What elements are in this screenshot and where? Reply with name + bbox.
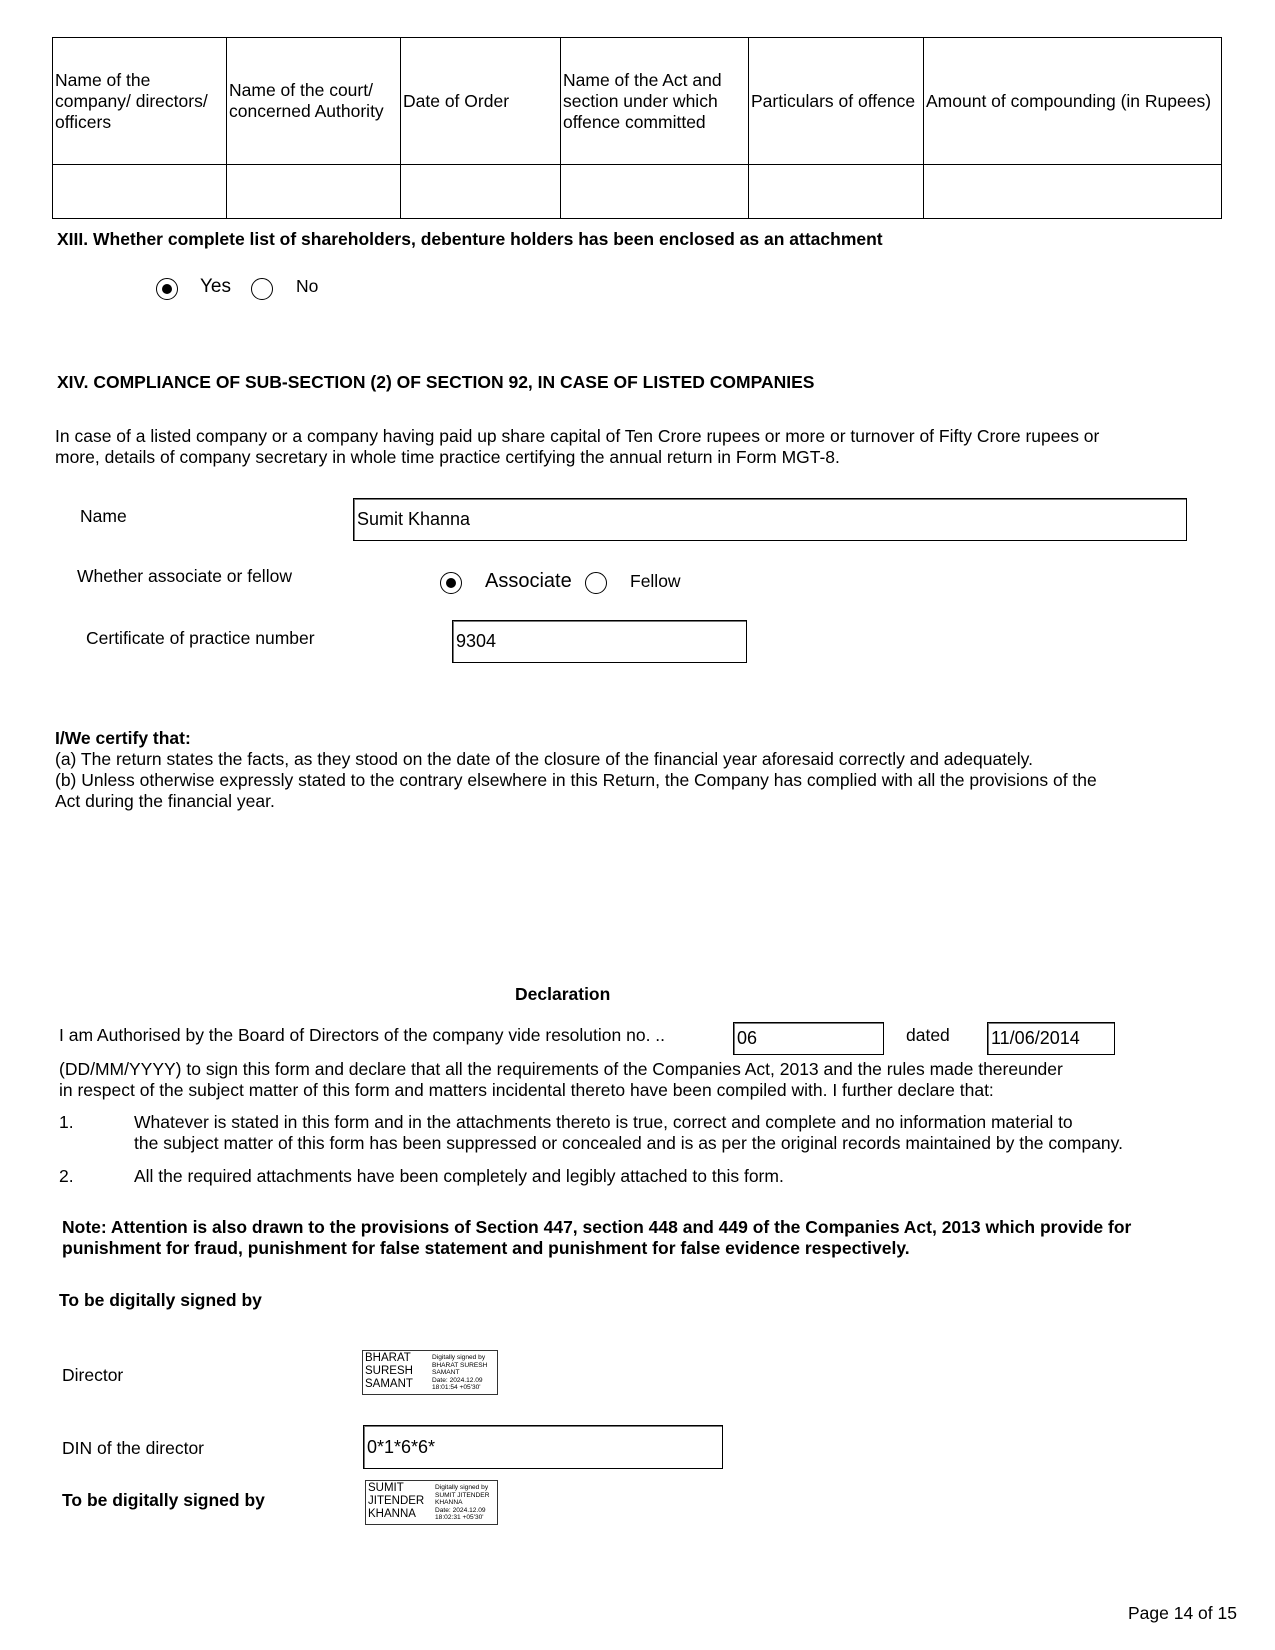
din-label: DIN of the director	[62, 1438, 204, 1458]
note-line: punishment for fraud, punishment for false statement and punishment for false evidence respectively.	[62, 1238, 910, 1258]
page-number: Page 14 of 15	[1128, 1603, 1237, 1623]
fellow-radio[interactable]	[585, 572, 607, 594]
certify-heading: I/We certify that:	[55, 728, 191, 748]
note-line: Note: Attention is also drawn to the provisions of Section 447, section 448 and 449 of the Companies Act, 2013 which provide for	[62, 1217, 1132, 1237]
resolution-number-field[interactable]: 06	[733, 1022, 884, 1055]
table-cell[interactable]	[924, 165, 1222, 219]
fellow-label: Fellow	[630, 571, 681, 591]
declaration-item-number: 2.	[59, 1166, 74, 1186]
table-row	[53, 165, 1222, 219]
digitally-signed-by-label: To be digitally signed by	[59, 1290, 262, 1310]
header-cell: Name of the Act and section under which offence committed	[561, 38, 749, 165]
no-label: No	[296, 276, 319, 296]
associate-label: Associate	[485, 570, 572, 592]
cs-name-field[interactable]: Sumit Khanna	[353, 498, 1187, 541]
declaration-item-line: the subject matter of this form has been suppressed or concealed and is as per the original records maintained by the company.	[134, 1133, 1123, 1153]
certify-line: Act during the financial year.	[55, 791, 275, 811]
yes-label: Yes	[200, 276, 231, 297]
table-cell[interactable]	[227, 165, 401, 219]
table-cell[interactable]	[561, 165, 749, 219]
cop-number-label: Certificate of practice number	[86, 628, 315, 648]
declaration-item-line: All the required attachments have been completely and legibly attached to this form.	[134, 1166, 784, 1186]
header-cell: Date of Order	[401, 38, 561, 165]
header-cell: Name of the company/ directors/ officers	[53, 38, 227, 165]
cop-number-field[interactable]: 9304	[452, 620, 747, 663]
cs-digital-signature[interactable]	[365, 1480, 498, 1525]
table-cell[interactable]	[401, 165, 561, 219]
table-cell[interactable]	[749, 165, 924, 219]
declaration-title: Declaration	[515, 984, 611, 1004]
associate-or-fellow-label: Whether associate or fellow	[77, 566, 292, 586]
shareholders-list-no-radio[interactable]	[251, 278, 273, 300]
shareholders-list-yes-radio[interactable]	[156, 278, 178, 300]
declaration-item-line: Whatever is stated in this form and in the attachments thereto is true, correct and complete and no information material to	[134, 1112, 1073, 1132]
director-label: Director	[62, 1365, 124, 1385]
digitally-signed-by-label: To be digitally signed by	[62, 1490, 265, 1510]
section-xiv-intro-line: In case of a listed company or a company having paid up share capital of Ten Crore rupees or more or turnover of Fifty Crore rupees or	[55, 426, 1100, 446]
section-xiv-title: XIV. COMPLIANCE OF SUB-SECTION (2) OF SECTION 92, IN CASE OF LISTED COMPANIES	[57, 372, 815, 392]
compounding-table	[52, 37, 1222, 219]
director-digital-signature[interactable]	[362, 1350, 498, 1395]
signature-details: Digitally signed by BHARAT SURESH SAMANT Date: 2024.12.09 18:01:54 +05'30'	[432, 1354, 488, 1392]
associate-radio[interactable]	[440, 572, 462, 594]
header-cell: Amount of compounding (in Rupees)	[924, 38, 1222, 165]
authorised-text: I am Authorised by the Board of Directors of the company vide resolution no. ..	[59, 1025, 666, 1045]
table-header-row	[53, 38, 1222, 165]
din-field[interactable]: 0*1*6*6*	[363, 1425, 723, 1469]
dated-label: dated	[906, 1025, 950, 1045]
signature-signer-name: BHARAT SURESH SAMANT	[365, 1352, 413, 1390]
cs-name-label: Name	[80, 506, 127, 526]
resolution-date-field[interactable]: 11/06/2014	[987, 1022, 1115, 1055]
certify-line: (b) Unless otherwise expressly stated to the contrary elsewhere in this Return, the Company has complied with all the provisions of the	[55, 770, 1097, 790]
signature-signer-name: SUMIT JITENDER KHANNA	[368, 1482, 425, 1520]
declaration-line: in respect of the subject matter of this form and matters incidental thereto have been compiled with. I further declare that:	[59, 1080, 994, 1100]
table-cell[interactable]	[53, 165, 227, 219]
certify-line: (a) The return states the facts, as they stood on the date of the closure of the financial year aforesaid correctly and adequately.	[55, 749, 1033, 769]
signature-details: Digitally signed by SUMIT JITENDER KHANNA Date: 2024.12.09 18:02:31 +05'30'	[435, 1484, 490, 1522]
section-xiii-title: XIII. Whether complete list of shareholders, debenture holders has been enclosed as an attachment	[57, 229, 883, 249]
header-cell: Particulars of offence	[749, 38, 924, 165]
declaration-item-number: 1.	[59, 1112, 74, 1132]
section-xiv-intro-line: more, details of company secretary in whole time practice certifying the annual return in Form MGT-8.	[55, 447, 840, 467]
header-cell: Name of the court/ concerned Authority	[227, 38, 401, 165]
declaration-line: (DD/MM/YYYY) to sign this form and declare that all the requirements of the Companies Act, 2013 and the rules made thereunder	[59, 1059, 1063, 1079]
